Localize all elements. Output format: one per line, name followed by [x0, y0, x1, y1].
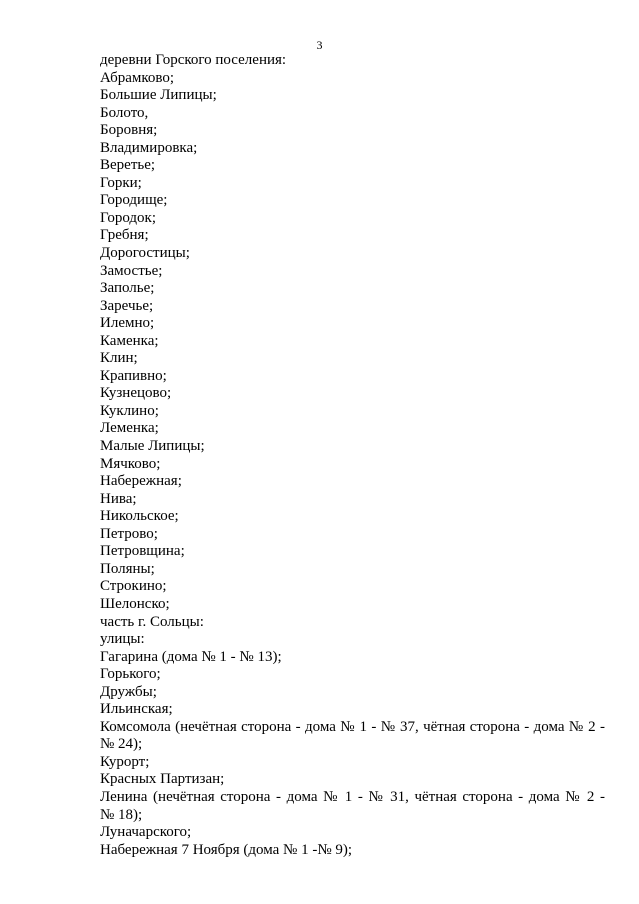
text-line: Гагарина (дома № 1 - № 13); — [100, 648, 282, 665]
text-line: Клин; — [100, 350, 138, 367]
text-line: Дорогостицы; — [100, 245, 190, 262]
settlement-list — [100, 52, 605, 859]
text-line: Городок; — [100, 209, 157, 226]
text-line: улицы: — [100, 631, 145, 648]
text-line: № 24); — [100, 736, 143, 753]
text-line: Горки; — [100, 174, 142, 191]
text-line: Владимировка; — [100, 139, 198, 156]
text-line: Гребня; — [100, 227, 149, 244]
text-line: Кузнецово; — [100, 385, 172, 402]
text-line: Дружбы; — [100, 683, 157, 700]
text-line: Ленина (нечётная сторона - дома № 1 - № 31, чётная сторона - дома № 2 - — [100, 788, 605, 805]
text-line: Замостье; — [100, 262, 163, 279]
text-line: Шелонско; — [100, 595, 170, 612]
text-line: Леменка; — [100, 420, 159, 437]
text-line: Большие Липицы; — [100, 87, 217, 104]
text-line: Абрамково; — [100, 69, 175, 86]
text-line: Луначарского; — [100, 824, 192, 841]
text-line: Куклино; — [100, 402, 159, 419]
text-line: Ильинская; — [100, 701, 173, 718]
text-line: № 18); — [100, 806, 143, 823]
text-line: Петрово; — [100, 525, 158, 542]
text-line: деревни Горского поселения: — [100, 52, 287, 68]
text-line: Никольское; — [100, 508, 179, 525]
text-line: Комсомола (нечётная сторона - дома № 1 - № 37, чётная сторона - дома № 2 - — [100, 718, 605, 735]
text-line: Заречье; — [100, 297, 154, 314]
text-line: Боровня; — [100, 122, 158, 139]
text-line: Петровщина; — [100, 543, 185, 560]
text-line: Нива; — [100, 490, 137, 507]
text-line: Болото, — [100, 104, 149, 121]
text-line: Красных Партизан; — [100, 771, 225, 788]
text-line: Городище; — [100, 192, 168, 209]
text-line: Курорт; — [100, 753, 150, 770]
text-line: Малые Липицы; — [100, 438, 205, 455]
page-number: 3 — [316, 38, 323, 52]
text-line: Каменка; — [100, 332, 159, 349]
text-line: Набережная 7 Ноября (дома № 1 -№ 9); — [100, 841, 353, 858]
text-line: часть г. Сольцы: — [100, 613, 204, 630]
text-line: Горького; — [100, 666, 161, 683]
text-line: Набережная; — [100, 473, 182, 490]
text-line: Поляны; — [100, 560, 155, 577]
text-line: Мячково; — [100, 455, 161, 472]
text-line: Веретье; — [100, 157, 156, 174]
text-line: Илемно; — [100, 315, 155, 332]
text-line: Строкино; — [100, 578, 167, 595]
text-line: Крапивно; — [100, 367, 167, 384]
text-line: Заполье; — [100, 280, 155, 297]
